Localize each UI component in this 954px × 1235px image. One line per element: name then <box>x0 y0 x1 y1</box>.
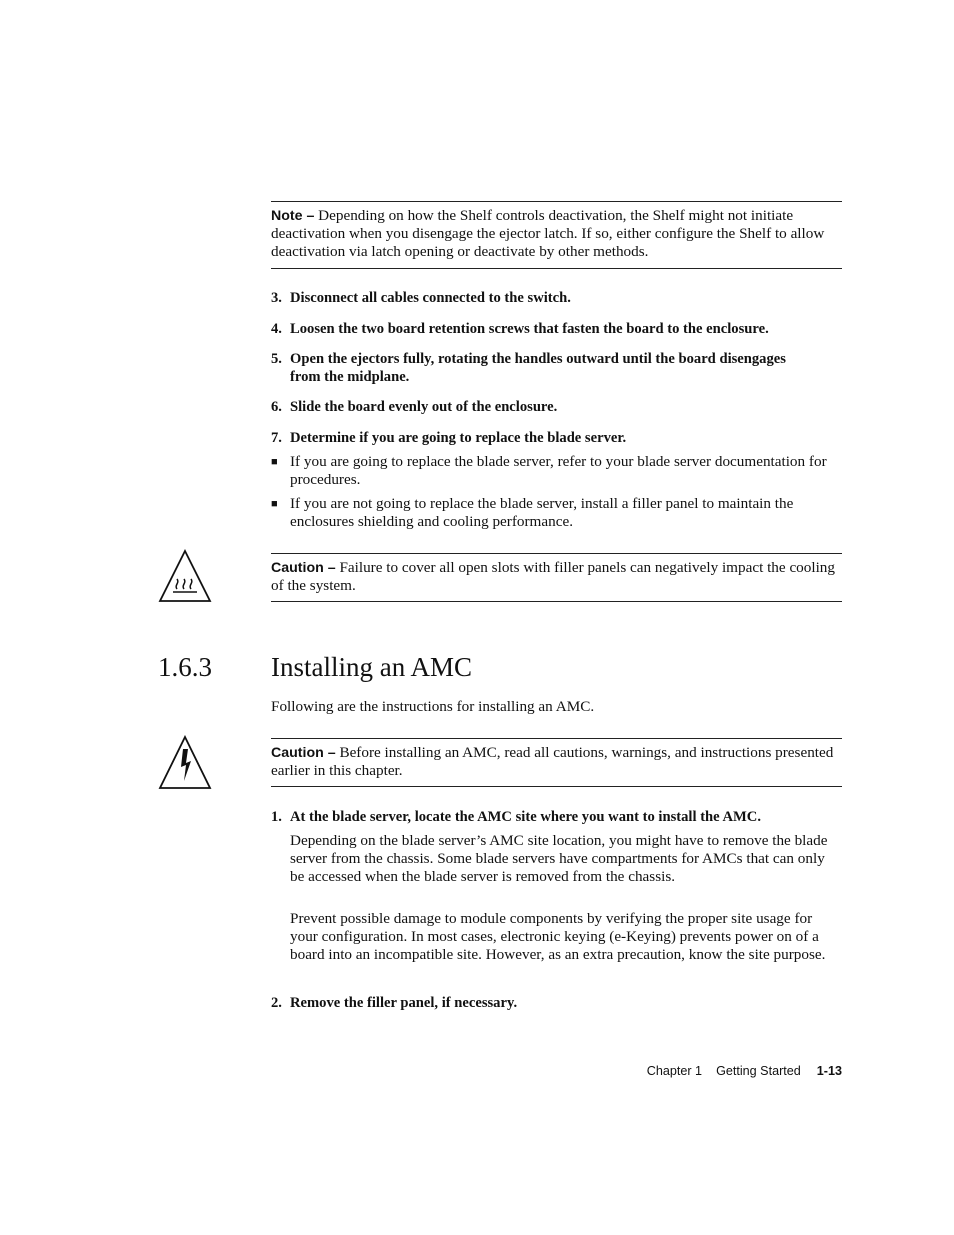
section-number: 1.6.3 <box>158 652 212 682</box>
footer-page-number: 1-13 <box>816 1064 842 1078</box>
step-1-paragraph-1: Depending on the blade server’s AMC site location, you might have to remove the blade server from the chassis. Some blade servers have compartments for AMCs that can only be accessed when the blade server is removed from the chassis. <box>290 832 828 885</box>
footer-chapter: Chapter 1 <box>646 1064 703 1078</box>
note-top-rule <box>271 201 842 202</box>
step-text: Open the ejectors fully, rotating the handles outward until the board disengages from the midplane. <box>290 351 786 385</box>
step-1-paragraph-2: Prevent possible damage to module components by verifying the proper site usage for your configuration. In most cases, electronic keying (e-Keying) prevents power on of a board into an incompatible site. However, as an extra precaution, know the site purpose. <box>290 910 826 963</box>
page-footer <box>647 1063 842 1079</box>
note-paragraph <box>271 207 842 261</box>
step-number: 5. <box>271 351 282 367</box>
electrical-hazard-warning-icon <box>158 735 212 790</box>
caution1-bottom-rule <box>271 601 842 602</box>
step-text: Remove the filler panel, if necessary. <box>290 995 518 1011</box>
note-text: Depending on how the Shelf controls deactivation, the Shelf might not initiate deactivation when you disengage the ejector latch. If so, either configure the Shelf to allow deactivation via latch opening or deactivate by other methods. <box>271 207 825 260</box>
caution1-label: Caution – <box>271 560 336 576</box>
step-text: Disconnect all cables connected to the switch. <box>290 290 571 306</box>
square-bullet-icon: ■ <box>271 456 278 468</box>
caution2-paragraph <box>271 744 842 780</box>
step-text: Loosen the two board retention screws that fasten the board to the enclosure. <box>290 321 769 337</box>
step-text: At the blade server, locate the AMC site where you want to install the AMC. <box>290 809 761 825</box>
footer-chapter-title: Getting Started <box>716 1064 801 1078</box>
caution2-top-rule <box>271 738 842 739</box>
caution2-text: Before installing an AMC, read all cautions, warnings, and instructions presented earlier in this chapter. <box>271 744 834 779</box>
step-number: 4. <box>271 321 282 337</box>
caution2-label: Caution – <box>271 745 336 761</box>
section-intro: Following are the instructions for installing an AMC. <box>271 698 595 715</box>
caution2-bottom-rule <box>271 786 842 787</box>
step-text: Determine if you are going to replace the blade server. <box>290 430 627 446</box>
caution1-top-rule <box>271 553 842 554</box>
step-number: 1. <box>271 809 282 825</box>
step-number: 7. <box>271 430 282 446</box>
caution1-text: Failure to cover all open slots with filler panels can negatively impact the cooling of the system. <box>271 559 835 594</box>
caution1-paragraph <box>271 559 842 595</box>
section-title: Installing an AMC <box>271 652 472 682</box>
step-number: 6. <box>271 399 282 415</box>
step-number: 2. <box>271 995 282 1011</box>
hot-surface-warning-icon <box>158 549 212 603</box>
bullet-text: If you are going to replace the blade server, refer to your blade server documentation for procedures. <box>290 453 827 488</box>
step-text: Slide the board evenly out of the enclosure. <box>290 399 558 415</box>
bullet-text: If you are not going to replace the blade server, install a filler panel to maintain the enclosures shielding and cooling performance. <box>290 495 794 530</box>
square-bullet-icon: ■ <box>271 498 278 510</box>
note-bottom-rule <box>271 268 842 269</box>
step-number: 3. <box>271 290 282 306</box>
note-label: Note – <box>271 208 315 224</box>
